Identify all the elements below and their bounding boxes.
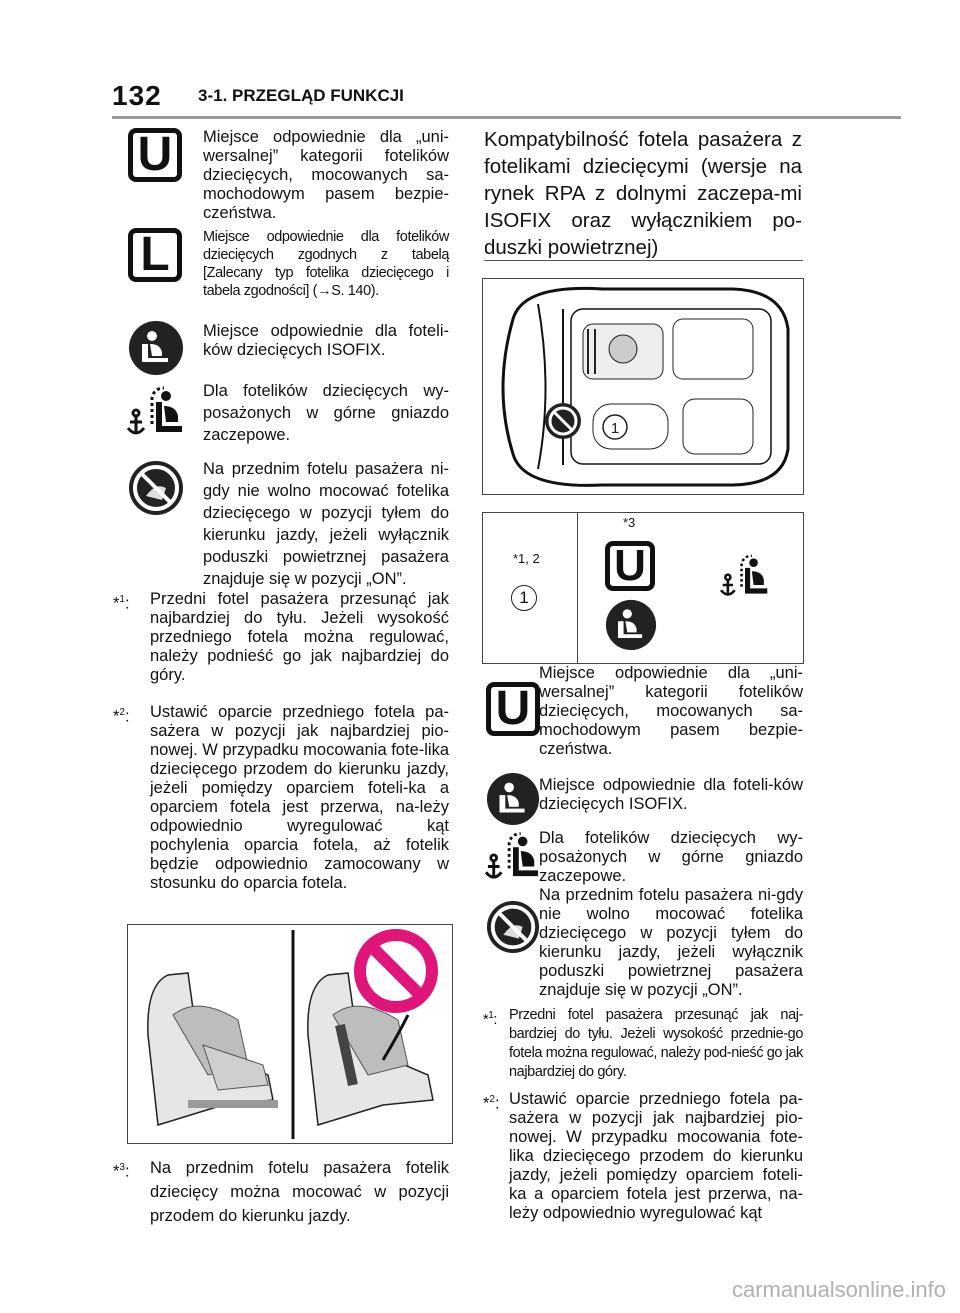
legend-tether-text: Dla fotelików dziecięcych wy-posażonych w górne gniazdo zaczepowe. [203,382,449,444]
top-tether-icon [484,826,542,880]
table-divider [577,513,578,663]
compatibility-table [482,512,804,664]
seat-drawing [128,925,452,1143]
universal-u-icon: U [486,682,540,736]
universal-u-icon: U [128,128,182,182]
seat-number-badge: 1 [511,585,537,611]
diagram-seat-label: 1 [610,420,620,437]
l-category-icon: L [128,228,182,282]
isofix-icon [128,320,184,376]
note-1 [483,1006,803,1082]
compatibility-heading: Kompatybilność fotela pasażera z fotelikami dziecięcymi (wersje na rynek RPA z dolnymi zaczepa-mi ISOFIX oraz wyłącznikiem po-duszki powietrznej) [484,128,802,259]
note-text: Ustawić oparcie przedniego fotela pa-sażera w pozycji jak najbardziej pio-nowej. W przypadku mocowania fote-lika dziecięcego przodem do kierunku jazdy, jeżeli pomiędzy oparciem foteli-ka a oparciem fotela jest przerwa, na-leży odpowiednio wyregulować kąt pochylenia oparcia fotela, aż fotelik będzie odpowiednio zamocowany w stosunku do oparcia fotela. [150,703,449,892]
isofix-icon [605,599,657,651]
col1-note: *1, 2 [513,551,540,566]
legend-isofix-text: Miejsce odpowiednie dla foteli-ków dziecięcych ISOFIX. [203,322,449,359]
note-marker: *$^1$: [483,1010,498,1028]
note-marker: *$^2$: [483,1094,500,1113]
car-top-view [483,279,803,494]
legend-isofix-text: Miejsce odpowiednie dla foteli-ków dziecięcych ISOFIX. [539,776,803,813]
note-1 [113,590,449,685]
note-text: Przedni fotel pasażera przesunąć jak naj-bardziej do tyłu. Jeżeli wysokość przednie-go fotela można regulować, należy pod-nieść go jak najbardziej do góry. [509,1007,803,1080]
legend-universal-text: Miejsce odpowiednie dla „uni-wersalnej” kategorii fotelików dziecięcych, mocowanych sa-mochodowym pasem bezpie-czeństwa. [539,664,803,758]
legend-l-text: Miejsce odpowiednie dla fotelików dziecięcych zgodnych z tabelą [Zalecany typ fotelika dziecięcego i tabela zgodności] (→S. 140). [203,229,449,299]
col2-note: *3 [623,515,636,530]
prohibited-rear-facing-icon [128,460,184,516]
note-text: Ustawić oparcie przedniego fotela pa-sażera w pozycji jak najbardziej pio-nowej. W przypadku mocowania fote-lika dziecięcego przodem do kierunku jazdy, jeżeli pomiędzy oparciem foteli-ka a oparciem fotela jest przerwa, na-leży odpowiednio wyregulować kąt [509,1090,803,1222]
seat-illustration [127,924,453,1144]
prohibited-rear-facing-icon [486,900,540,954]
legend-tether-text: Dla fotelików dziecięcych wy-posażonych w górne gniazdo zaczepowe. [539,829,803,885]
note-marker: *$^1$: [113,594,130,613]
heading-rule [484,260,803,261]
note-text: Przedni fotel pasażera przesunąć jak najbardziej do tyłu. Jeżeli wysokość przedniego fotela można regulować, należy podnieść go jak najbardziej do góry. [150,590,449,684]
car-seat-diagram [482,278,804,495]
note-marker: *$^2$: [113,707,130,726]
note-text: Na przednim fotelu pasażera fotelik dziecięcy można mocować w pozycji przodem do kierunku jazdy. [150,1159,449,1225]
top-tether-icon [719,549,771,597]
legend-universal-text: Miejsce odpowiednie dla „uni-wersalnej” kategorii fotelików dziecięcych, mocowanych sa-mochodowym pasem bezpie-czeństwa. [203,128,449,222]
watermark: carmanualsonline.info [731,1277,946,1302]
legend-prohibited-text: Na przednim fotelu pasażera ni-gdy nie wolno mocować fotelika dziecięcego w pozycji tyłem do kierunku jazdy, jeżeli wyłącznik poduszki powietrznej pasażera znajduje się w pozycji „ON”. [203,460,449,588]
note-marker: *$^3$: [113,1162,130,1181]
header-rule [112,116,901,119]
page-number: 132 [112,80,162,111]
section-title: 3-1. PRZEGLĄD FUNKCJI [198,86,404,105]
top-tether-icon [126,380,186,436]
isofix-icon [486,772,540,826]
universal-u-icon: U [605,541,655,591]
note-2 [483,1090,803,1223]
note-2 [113,703,449,893]
note-3 [113,1156,449,1228]
legend-prohibited-text: Na przednim fotelu pasażera ni-gdy nie wolno mocować fotelika dziecięcego w pozycji tyłem do kierunku jazdy, jeżeli wyłącznik poduszki powietrznej pasażera znajduje się w pozycji „ON”. [539,886,803,999]
